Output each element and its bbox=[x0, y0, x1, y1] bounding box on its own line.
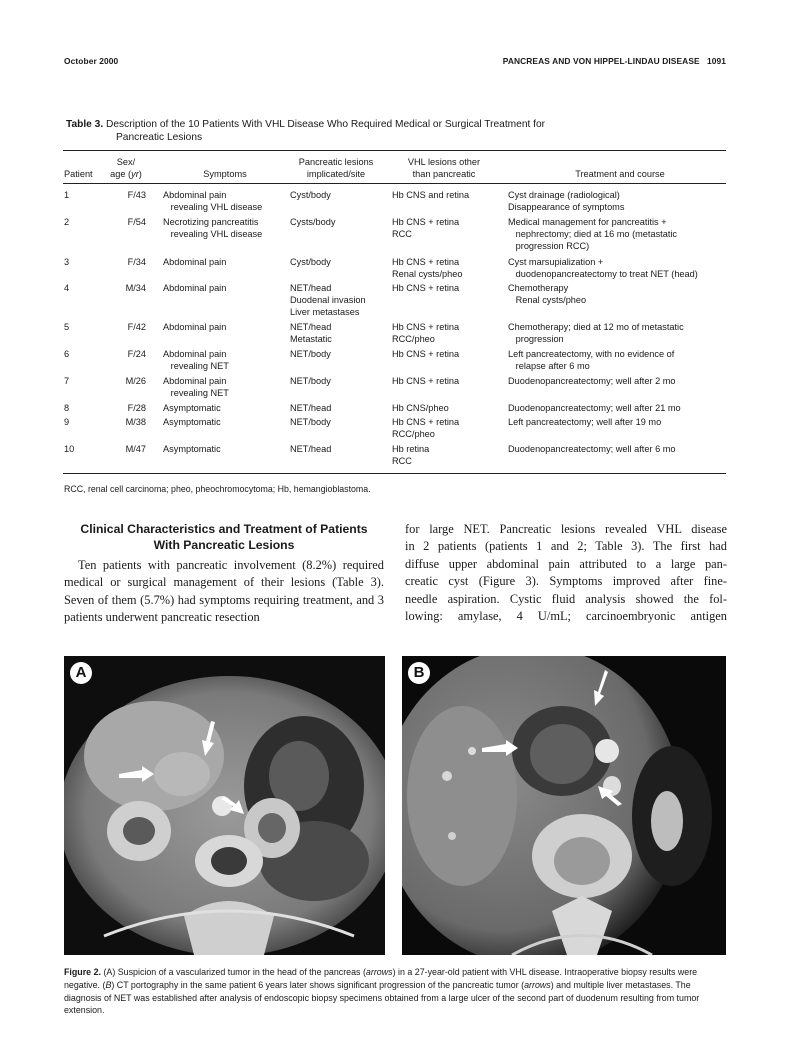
cell-treatment: Cyst marsupialization + duodenopancreatectomy to treat NET (head) bbox=[508, 257, 698, 280]
cell-patient: 10 bbox=[64, 444, 75, 454]
cell-patient: 2 bbox=[64, 217, 70, 227]
cell-sex-age: F/54 bbox=[127, 217, 146, 227]
cell-vhl: Hb CNS + retina bbox=[392, 283, 460, 293]
cell-pancreatic: NET/head bbox=[290, 444, 332, 454]
col-header-vhl bbox=[390, 156, 498, 180]
figure-caption bbox=[64, 966, 726, 1017]
cell-vhl: Hb CNS/pheo bbox=[392, 403, 449, 413]
body-line: in 2 patients (patients 1 and 2; Table 3). The first had bbox=[405, 539, 727, 554]
cell-treatment: Cyst drainage (radiological) Disappearance of symptoms bbox=[508, 190, 625, 213]
ct-scan-a bbox=[64, 656, 385, 955]
figure-caption-italic: arrows bbox=[365, 967, 393, 977]
col-header-pancreatic-l1: Pancreatic lesions bbox=[298, 157, 374, 167]
body-line: lowing: amylase, 4 U/mL; carcinoembryonic antigen bbox=[405, 609, 727, 624]
cell-sex-age: F/24 bbox=[127, 349, 146, 359]
cell-treatment: Duodenopancreatectomy; well after 2 mo bbox=[508, 376, 676, 386]
cell-symptoms: Asymptomatic bbox=[163, 444, 221, 454]
cell-patient: 8 bbox=[64, 403, 70, 413]
body-text-right bbox=[405, 521, 727, 625]
section-heading: Clinical Characteristics and Treatment of Patients With Pancreatic Lesions bbox=[80, 522, 368, 552]
figure-caption-part: ) in a 27-year-old patient with VHL disease. Intraoperative biopsy results were negative. ( bbox=[64, 967, 698, 990]
panel-b-badge: B bbox=[408, 662, 430, 684]
cell-sex-age: F/28 bbox=[127, 403, 146, 413]
body-text-left bbox=[64, 557, 384, 627]
body-line: creatic cyst (Figure 3). Symptoms improved after fine- bbox=[405, 574, 727, 589]
panel-a-badge: A bbox=[70, 662, 92, 684]
cell-treatment: Duodenopancreatectomy; well after 21 mo bbox=[508, 403, 681, 413]
table-header-rule bbox=[63, 183, 726, 184]
table-bottom-rule bbox=[63, 473, 726, 474]
col-header-symptoms: Symptoms bbox=[203, 169, 247, 179]
page-number: 1091 bbox=[706, 56, 726, 66]
table-footnote: RCC, renal cell carcinoma; pheo, pheochromocytoma; Hb, hemangioblastoma. bbox=[64, 484, 371, 494]
col-header-treatment: Treatment and course bbox=[575, 169, 665, 179]
col-header-vhl-l2: than pancreatic bbox=[412, 169, 476, 180]
cell-treatment: Chemotherapy; died at 12 mo of metastatic progression bbox=[508, 322, 684, 345]
cell-vhl: Hb CNS + retina RCC/pheo bbox=[392, 417, 460, 440]
cell-sex-age: F/42 bbox=[127, 322, 146, 332]
figure-panel-a bbox=[64, 656, 385, 955]
cell-pancreatic: Cyst/body bbox=[290, 190, 331, 200]
cell-symptoms: Abdominal pain bbox=[163, 322, 227, 332]
cell-symptoms: Abdominal pain revealing NET bbox=[163, 376, 229, 399]
table-label: Table 3. bbox=[66, 119, 104, 130]
cell-patient: 4 bbox=[64, 283, 70, 293]
cell-vhl: Hb CNS and retina bbox=[392, 190, 470, 200]
running-header-title bbox=[503, 56, 726, 66]
figure-caption-part: ) CT portography in the same patient 6 years later shows significant progression of the pancreatic tumor ( bbox=[111, 979, 525, 990]
cell-pancreatic: NET/head Metastatic bbox=[290, 322, 332, 345]
col-header-vhl-l1: VHL lesions other bbox=[407, 157, 481, 167]
cell-pancreatic: NET/head Duodenal invasion Liver metastases bbox=[290, 283, 366, 318]
col-header-sex-age bbox=[104, 156, 148, 180]
cell-vhl: Hb retina RCC bbox=[392, 444, 430, 467]
body-line: diffuse upper abdominal pain attributed to a large pan- bbox=[405, 556, 727, 571]
col-header-age: age ( bbox=[110, 169, 132, 180]
cell-symptoms: Asymptomatic bbox=[163, 417, 221, 427]
cell-pancreatic: Cyst/body bbox=[290, 257, 331, 267]
cell-sex-age: M/34 bbox=[125, 283, 146, 293]
running-header-date: October 2000 bbox=[64, 56, 119, 66]
cell-patient: 9 bbox=[64, 417, 70, 427]
cell-treatment: Medical management for pancreatitis + nephrectomy; died at 16 mo (metastatic progression RCC) bbox=[508, 217, 678, 252]
body-paragraph: Ten patients with pancreatic involvement (8.2%) required medical or surgical management of their lesions (Table 3). Seven of them (5.7%) had symptoms requiring treatment, and 3 patients underwent pancreatic resection bbox=[64, 558, 384, 625]
figure-caption-part: (A) Suspicion of a vascularized tumor in the head of the pancreas ( bbox=[101, 967, 366, 977]
body-line: for large NET. Pancreatic lesions revealed VHL disease bbox=[405, 522, 727, 536]
table-caption bbox=[66, 118, 716, 144]
cell-patient: 7 bbox=[64, 376, 70, 386]
cell-sex-age: M/38 bbox=[125, 417, 146, 427]
col-header-age-unit: yr bbox=[131, 169, 139, 180]
cell-sex-age: F/43 bbox=[127, 190, 146, 200]
figure-caption-italic: B bbox=[105, 979, 112, 990]
cell-patient: 5 bbox=[64, 322, 70, 332]
cell-patient: 3 bbox=[64, 257, 70, 267]
cell-symptoms: Abdominal pain revealing NET bbox=[163, 349, 229, 372]
figure-caption-part: ) and multiple liver metastases. The diagnosis of NET was established after analysis of endoscopic biopsy specimens obtained from a large ulcer of the second part of duodenum resulting from tumor extension. bbox=[64, 979, 700, 1016]
figure-label: Figure 2. bbox=[64, 967, 101, 977]
figure-caption-italic: arrows bbox=[524, 979, 551, 990]
cell-symptoms: Asymptomatic bbox=[163, 403, 221, 413]
ct-scan-b bbox=[402, 656, 726, 955]
figure-panel-b bbox=[402, 656, 726, 955]
cell-pancreatic: NET/body bbox=[290, 417, 331, 427]
cell-sex-age: M/26 bbox=[125, 376, 146, 386]
cell-symptoms: Necrotizing pancreatitis revealing VHL disease bbox=[163, 217, 263, 240]
col-header-pancreatic-l2: implicated/site bbox=[306, 169, 366, 180]
table-top-rule bbox=[63, 150, 726, 151]
cell-sex-age: F/34 bbox=[127, 257, 146, 267]
cell-pancreatic: Cysts/body bbox=[290, 217, 336, 227]
cell-pancreatic: NET/head bbox=[290, 403, 332, 413]
cell-symptoms: Abdominal pain revealing VHL disease bbox=[163, 190, 263, 213]
cell-pancreatic: NET/body bbox=[290, 376, 331, 386]
col-header-pancreatic bbox=[282, 156, 390, 180]
cell-vhl: Hb CNS + retina bbox=[392, 349, 460, 359]
cell-vhl: Hb CNS + retina RCC bbox=[392, 217, 460, 240]
cell-symptoms: Abdominal pain bbox=[163, 257, 227, 267]
cell-treatment: Left pancreatectomy; well after 19 mo bbox=[508, 417, 662, 427]
col-header-age-close: ) bbox=[138, 169, 142, 180]
col-header-patient: Patient bbox=[64, 169, 93, 179]
cell-vhl: Hb CNS + retina Renal cysts/pheo bbox=[392, 257, 463, 280]
table-caption-line2: Pancreatic Lesions bbox=[116, 132, 203, 143]
cell-sex-age: M/47 bbox=[125, 444, 146, 454]
cell-treatment: Chemotherapy Renal cysts/pheo bbox=[508, 283, 587, 306]
cell-treatment: Left pancreatectomy, with no evidence of relapse after 6 mo bbox=[508, 349, 675, 372]
cell-patient: 1 bbox=[64, 190, 70, 200]
cell-symptoms: Abdominal pain bbox=[163, 283, 227, 293]
cell-pancreatic: NET/body bbox=[290, 349, 331, 359]
running-title: PANCREAS AND VON HIPPEL-LINDAU DISEASE bbox=[502, 56, 700, 66]
cell-vhl: Hb CNS + retina RCC/pheo bbox=[392, 322, 460, 345]
cell-patient: 6 bbox=[64, 349, 70, 359]
cell-vhl: Hb CNS + retina bbox=[392, 376, 460, 386]
col-header-sex: Sex/ bbox=[116, 157, 136, 167]
cell-treatment: Duodenopancreatectomy; well after 6 mo bbox=[508, 444, 676, 454]
table-caption-line1: Description of the 10 Patients With VHL Disease Who Required Medical or Surgical Treatment for bbox=[106, 119, 546, 130]
body-line: needle aspiration. Cystic fluid analysis showed the fol- bbox=[405, 591, 727, 606]
